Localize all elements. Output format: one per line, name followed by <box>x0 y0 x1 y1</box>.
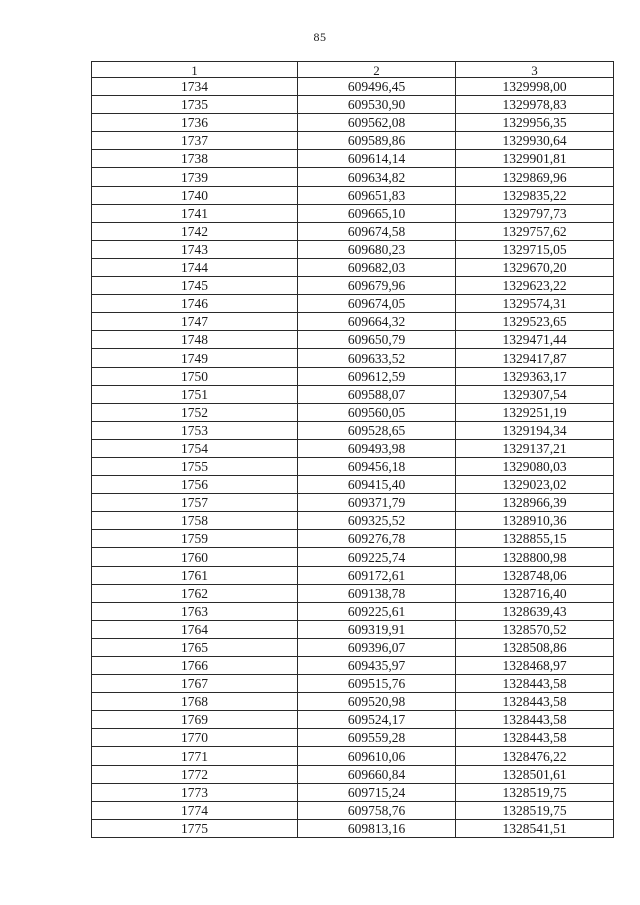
coordinate-x-cell: 609660,84 <box>298 765 456 783</box>
table-row <box>92 476 614 494</box>
point-number-cell: 1763 <box>92 602 298 620</box>
coordinate-y-cell: 1329307,54 <box>456 385 614 403</box>
coordinate-x-cell: 609813,16 <box>298 819 456 837</box>
point-number-cell: 1764 <box>92 620 298 638</box>
table-row <box>92 584 614 602</box>
table-row <box>92 295 614 313</box>
coordinate-y-cell: 1329080,03 <box>456 457 614 475</box>
coordinate-x-cell: 609679,96 <box>298 277 456 295</box>
point-number-cell: 1752 <box>92 403 298 421</box>
point-number-cell: 1745 <box>92 277 298 295</box>
coordinate-x-cell: 609371,79 <box>298 494 456 512</box>
point-number-cell: 1756 <box>92 476 298 494</box>
table-row <box>92 693 614 711</box>
table-row <box>92 403 614 421</box>
coordinate-x-cell: 609674,05 <box>298 295 456 313</box>
coordinate-y-cell: 1329417,87 <box>456 349 614 367</box>
point-number-cell: 1753 <box>92 421 298 439</box>
coordinate-y-cell: 1328639,43 <box>456 602 614 620</box>
column-header-2: 2 <box>298 62 456 78</box>
coordinate-x-cell: 609520,98 <box>298 693 456 711</box>
coordinate-y-cell: 1328966,39 <box>456 494 614 512</box>
coordinate-x-cell: 609172,61 <box>298 566 456 584</box>
point-number-cell: 1749 <box>92 349 298 367</box>
table-row <box>92 819 614 837</box>
coordinate-x-cell: 609415,40 <box>298 476 456 494</box>
table-row <box>92 204 614 222</box>
table-row <box>92 222 614 240</box>
table-row <box>92 277 614 295</box>
point-number-cell: 1740 <box>92 186 298 204</box>
point-number-cell: 1755 <box>92 457 298 475</box>
coordinate-y-cell: 1329623,22 <box>456 277 614 295</box>
coordinate-x-cell: 609319,91 <box>298 620 456 638</box>
point-number-cell: 1765 <box>92 638 298 656</box>
coordinate-y-cell: 1329670,20 <box>456 258 614 276</box>
coordinate-y-cell: 1329978,83 <box>456 96 614 114</box>
coordinate-y-cell: 1329023,02 <box>456 476 614 494</box>
point-number-cell: 1743 <box>92 240 298 258</box>
table-header <box>92 62 614 78</box>
point-number-cell: 1775 <box>92 819 298 837</box>
table-row <box>92 349 614 367</box>
coordinate-x-cell: 609530,90 <box>298 96 456 114</box>
coordinate-y-cell: 1328519,75 <box>456 801 614 819</box>
coordinate-y-cell: 1329901,81 <box>456 150 614 168</box>
coordinate-x-cell: 609524,17 <box>298 711 456 729</box>
coordinate-x-cell: 609614,14 <box>298 150 456 168</box>
coordinate-y-cell: 1329574,31 <box>456 295 614 313</box>
coordinate-y-cell: 1328855,15 <box>456 530 614 548</box>
point-number-cell: 1735 <box>92 96 298 114</box>
table-row <box>92 385 614 403</box>
table-row <box>92 638 614 656</box>
coordinate-x-cell: 609276,78 <box>298 530 456 548</box>
coordinate-y-cell: 1328716,40 <box>456 584 614 602</box>
coordinate-x-cell: 609225,61 <box>298 602 456 620</box>
table-row <box>92 439 614 457</box>
coordinate-y-cell: 1328910,36 <box>456 512 614 530</box>
coordinate-y-cell: 1329471,44 <box>456 331 614 349</box>
coordinate-y-cell: 1328476,22 <box>456 747 614 765</box>
point-number-cell: 1760 <box>92 548 298 566</box>
point-number-cell: 1750 <box>92 367 298 385</box>
coordinate-x-cell: 609515,76 <box>298 675 456 693</box>
coordinate-y-cell: 1328541,51 <box>456 819 614 837</box>
coordinate-x-cell: 609562,08 <box>298 114 456 132</box>
table-row <box>92 421 614 439</box>
point-number-cell: 1734 <box>92 78 298 96</box>
table-row <box>92 783 614 801</box>
table-row <box>92 675 614 693</box>
coordinate-y-cell: 1328468,97 <box>456 657 614 675</box>
coordinate-x-cell: 609496,45 <box>298 78 456 96</box>
coordinate-y-cell: 1329715,05 <box>456 240 614 258</box>
point-number-cell: 1761 <box>92 566 298 584</box>
coordinate-y-cell: 1329757,62 <box>456 222 614 240</box>
coordinate-x-cell: 609456,18 <box>298 457 456 475</box>
coordinate-y-cell: 1328748,06 <box>456 566 614 584</box>
point-number-cell: 1774 <box>92 801 298 819</box>
coordinate-y-cell: 1329137,21 <box>456 439 614 457</box>
coordinate-y-cell: 1328800,98 <box>456 548 614 566</box>
point-number-cell: 1769 <box>92 711 298 729</box>
table-row <box>92 494 614 512</box>
coordinate-y-cell: 1329194,34 <box>456 421 614 439</box>
coordinate-x-cell: 609634,82 <box>298 168 456 186</box>
point-number-cell: 1766 <box>92 657 298 675</box>
coordinate-y-cell: 1329869,96 <box>456 168 614 186</box>
coordinate-y-cell: 1328508,86 <box>456 638 614 656</box>
table-row <box>92 367 614 385</box>
point-number-cell: 1742 <box>92 222 298 240</box>
table-row <box>92 168 614 186</box>
point-number-cell: 1767 <box>92 675 298 693</box>
column-header-1: 1 <box>92 62 298 78</box>
coordinate-x-cell: 609560,05 <box>298 403 456 421</box>
coordinate-y-cell: 1329523,65 <box>456 313 614 331</box>
point-number-cell: 1748 <box>92 331 298 349</box>
coordinate-x-cell: 609493,98 <box>298 439 456 457</box>
coordinate-y-cell: 1328519,75 <box>456 783 614 801</box>
coordinate-x-cell: 609588,07 <box>298 385 456 403</box>
coordinate-x-cell: 609715,24 <box>298 783 456 801</box>
point-number-cell: 1739 <box>92 168 298 186</box>
coordinate-x-cell: 609664,32 <box>298 313 456 331</box>
coordinate-x-cell: 609528,65 <box>298 421 456 439</box>
table-row <box>92 457 614 475</box>
coordinate-x-cell: 609435,97 <box>298 657 456 675</box>
table-body <box>92 78 614 838</box>
table-row <box>92 620 614 638</box>
point-number-cell: 1772 <box>92 765 298 783</box>
point-number-cell: 1741 <box>92 204 298 222</box>
point-number-cell: 1770 <box>92 729 298 747</box>
coordinate-y-cell: 1329363,17 <box>456 367 614 385</box>
coordinates-table <box>91 61 614 838</box>
coordinate-y-cell: 1328443,58 <box>456 693 614 711</box>
table-row <box>92 548 614 566</box>
table-row <box>92 657 614 675</box>
page-number: 85 <box>313 30 327 44</box>
coordinate-x-cell: 609680,23 <box>298 240 456 258</box>
coordinate-x-cell: 609650,79 <box>298 331 456 349</box>
coordinate-y-cell: 1328501,61 <box>456 765 614 783</box>
table-row <box>92 78 614 96</box>
coordinate-y-cell: 1329956,35 <box>456 114 614 132</box>
coordinate-y-cell: 1329251,19 <box>456 403 614 421</box>
coordinate-x-cell: 609325,52 <box>298 512 456 530</box>
coordinate-y-cell: 1329930,64 <box>456 132 614 150</box>
coordinate-x-cell: 609651,83 <box>298 186 456 204</box>
table-row <box>92 530 614 548</box>
table-row <box>92 729 614 747</box>
table-row <box>92 711 614 729</box>
table-row <box>92 313 614 331</box>
coordinate-y-cell: 1328443,58 <box>456 711 614 729</box>
point-number-cell: 1751 <box>92 385 298 403</box>
table-row <box>92 747 614 765</box>
header-row <box>92 62 614 78</box>
table-row <box>92 96 614 114</box>
point-number-cell: 1757 <box>92 494 298 512</box>
coordinate-y-cell: 1329998,00 <box>456 78 614 96</box>
coordinate-y-cell: 1328570,52 <box>456 620 614 638</box>
coordinate-x-cell: 609225,74 <box>298 548 456 566</box>
point-number-cell: 1738 <box>92 150 298 168</box>
point-number-cell: 1762 <box>92 584 298 602</box>
coordinate-y-cell: 1329797,73 <box>456 204 614 222</box>
table-row <box>92 566 614 584</box>
coordinate-x-cell: 609674,58 <box>298 222 456 240</box>
coordinate-x-cell: 609633,52 <box>298 349 456 367</box>
point-number-cell: 1746 <box>92 295 298 313</box>
table-row <box>92 765 614 783</box>
table-row <box>92 240 614 258</box>
coordinate-x-cell: 609396,07 <box>298 638 456 656</box>
point-number-cell: 1773 <box>92 783 298 801</box>
table-row <box>92 114 614 132</box>
coordinate-x-cell: 609610,06 <box>298 747 456 765</box>
coordinate-x-cell: 609138,78 <box>298 584 456 602</box>
point-number-cell: 1736 <box>92 114 298 132</box>
table-row <box>92 331 614 349</box>
table-row <box>92 258 614 276</box>
table-row <box>92 186 614 204</box>
table-row <box>92 602 614 620</box>
point-number-cell: 1771 <box>92 747 298 765</box>
point-number-cell: 1758 <box>92 512 298 530</box>
coordinate-x-cell: 609559,28 <box>298 729 456 747</box>
table-row <box>92 150 614 168</box>
point-number-cell: 1737 <box>92 132 298 150</box>
coordinate-x-cell: 609682,03 <box>298 258 456 276</box>
coordinate-x-cell: 609589,86 <box>298 132 456 150</box>
column-header-3: 3 <box>456 62 614 78</box>
coordinate-y-cell: 1328443,58 <box>456 675 614 693</box>
point-number-cell: 1744 <box>92 258 298 276</box>
table-row <box>92 512 614 530</box>
table-row <box>92 132 614 150</box>
coordinate-y-cell: 1329835,22 <box>456 186 614 204</box>
coordinate-y-cell: 1328443,58 <box>456 729 614 747</box>
point-number-cell: 1768 <box>92 693 298 711</box>
point-number-cell: 1747 <box>92 313 298 331</box>
point-number-cell: 1759 <box>92 530 298 548</box>
coordinate-x-cell: 609612,59 <box>298 367 456 385</box>
table-row <box>92 801 614 819</box>
point-number-cell: 1754 <box>92 439 298 457</box>
coordinate-x-cell: 609665,10 <box>298 204 456 222</box>
coordinate-x-cell: 609758,76 <box>298 801 456 819</box>
